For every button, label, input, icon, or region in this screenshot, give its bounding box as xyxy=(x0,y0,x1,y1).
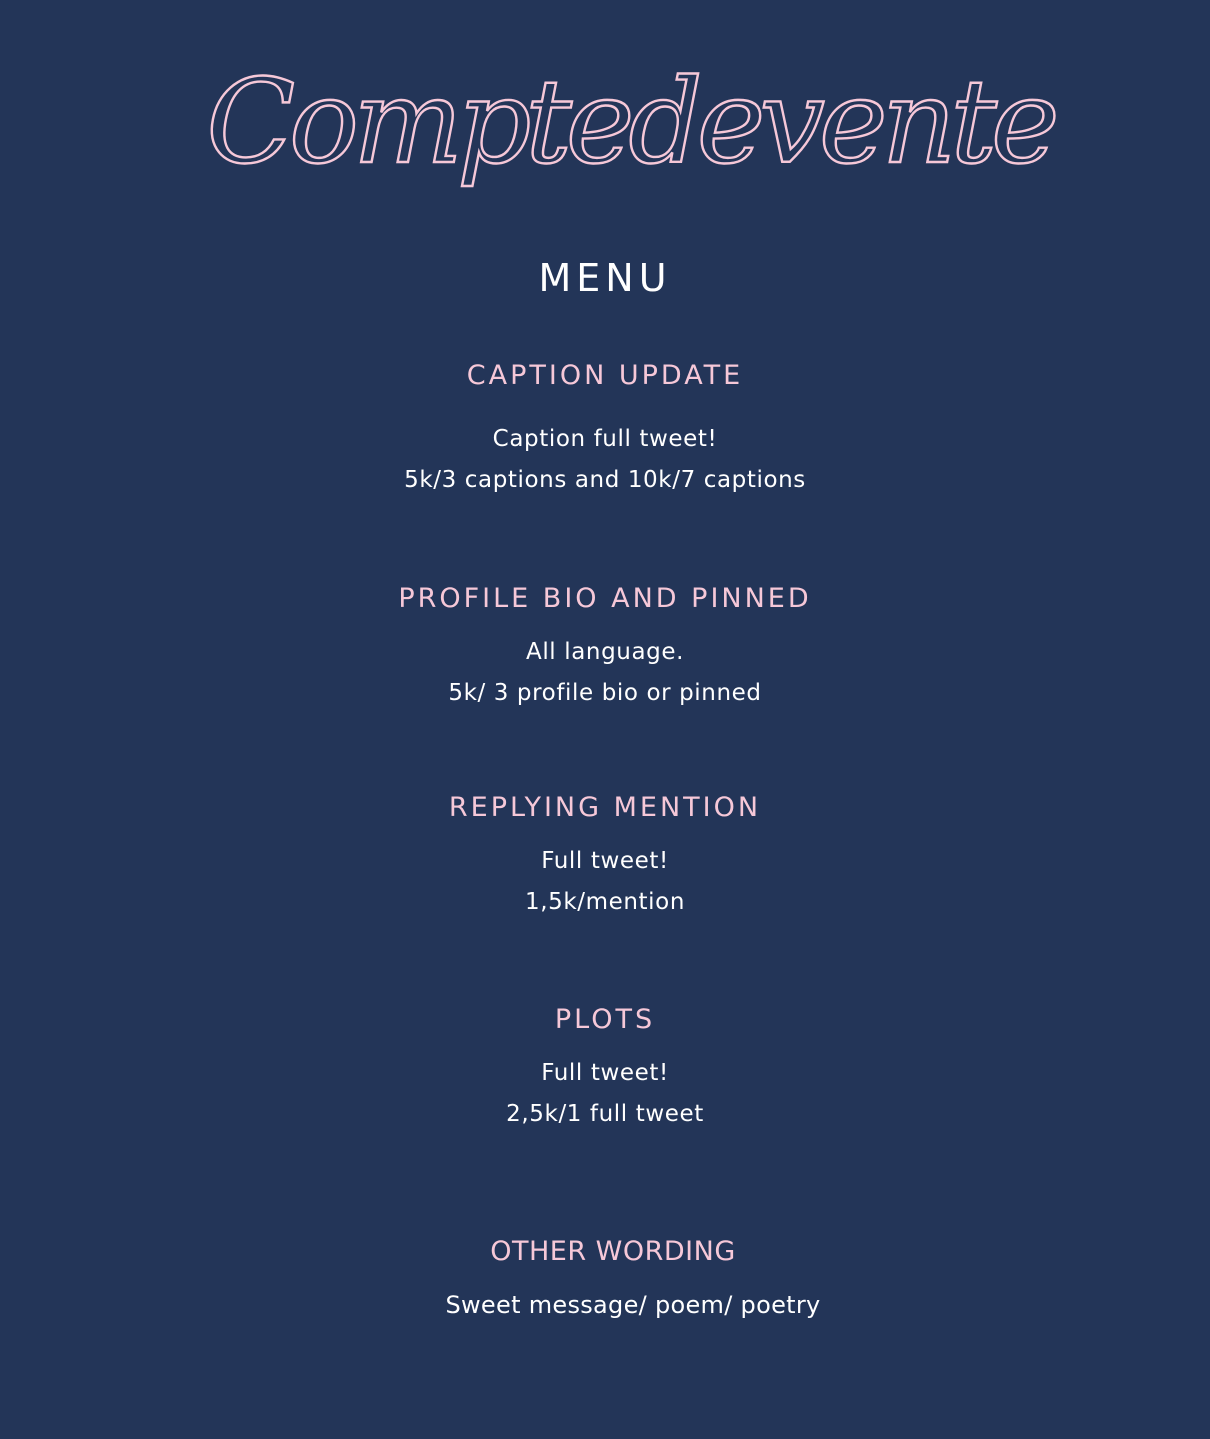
section-line: 1,5k/mention xyxy=(524,889,686,915)
menu-title: MENU xyxy=(538,256,672,300)
section-line: 5k/3 captions and 10k/7 captions xyxy=(404,467,806,493)
brand-logo xyxy=(206,32,1054,232)
section-plots xyxy=(0,1004,1210,1135)
section-replying-mention xyxy=(0,792,1210,923)
section-caption-update xyxy=(0,360,1210,501)
section-line: Full tweet! xyxy=(541,848,669,874)
section-heading: PLOTS xyxy=(554,1004,656,1035)
section-heading: PROFILE BIO AND PINNED xyxy=(398,583,812,614)
section-line: All language. xyxy=(525,639,685,665)
section-line: 2,5k/1 full tweet xyxy=(506,1101,704,1127)
section-line: Caption full tweet! xyxy=(492,426,718,452)
section-heading: CAPTION UPDATE xyxy=(466,360,744,391)
section-line: Sweet message/ poem/ poetry xyxy=(445,1291,821,1319)
section-heading: OTHER WORDING xyxy=(490,1236,736,1267)
section-heading: REPLYING MENTION xyxy=(448,792,762,823)
brand-logo-svg xyxy=(206,32,1054,232)
section-other-wording xyxy=(0,1236,1210,1326)
brand-title: Comptedevente xyxy=(206,55,1054,190)
section-line: 5k/ 3 profile bio or pinned xyxy=(448,680,762,706)
section-line: Full tweet! xyxy=(541,1060,669,1086)
section-profile-bio-and-pinned xyxy=(0,583,1210,714)
